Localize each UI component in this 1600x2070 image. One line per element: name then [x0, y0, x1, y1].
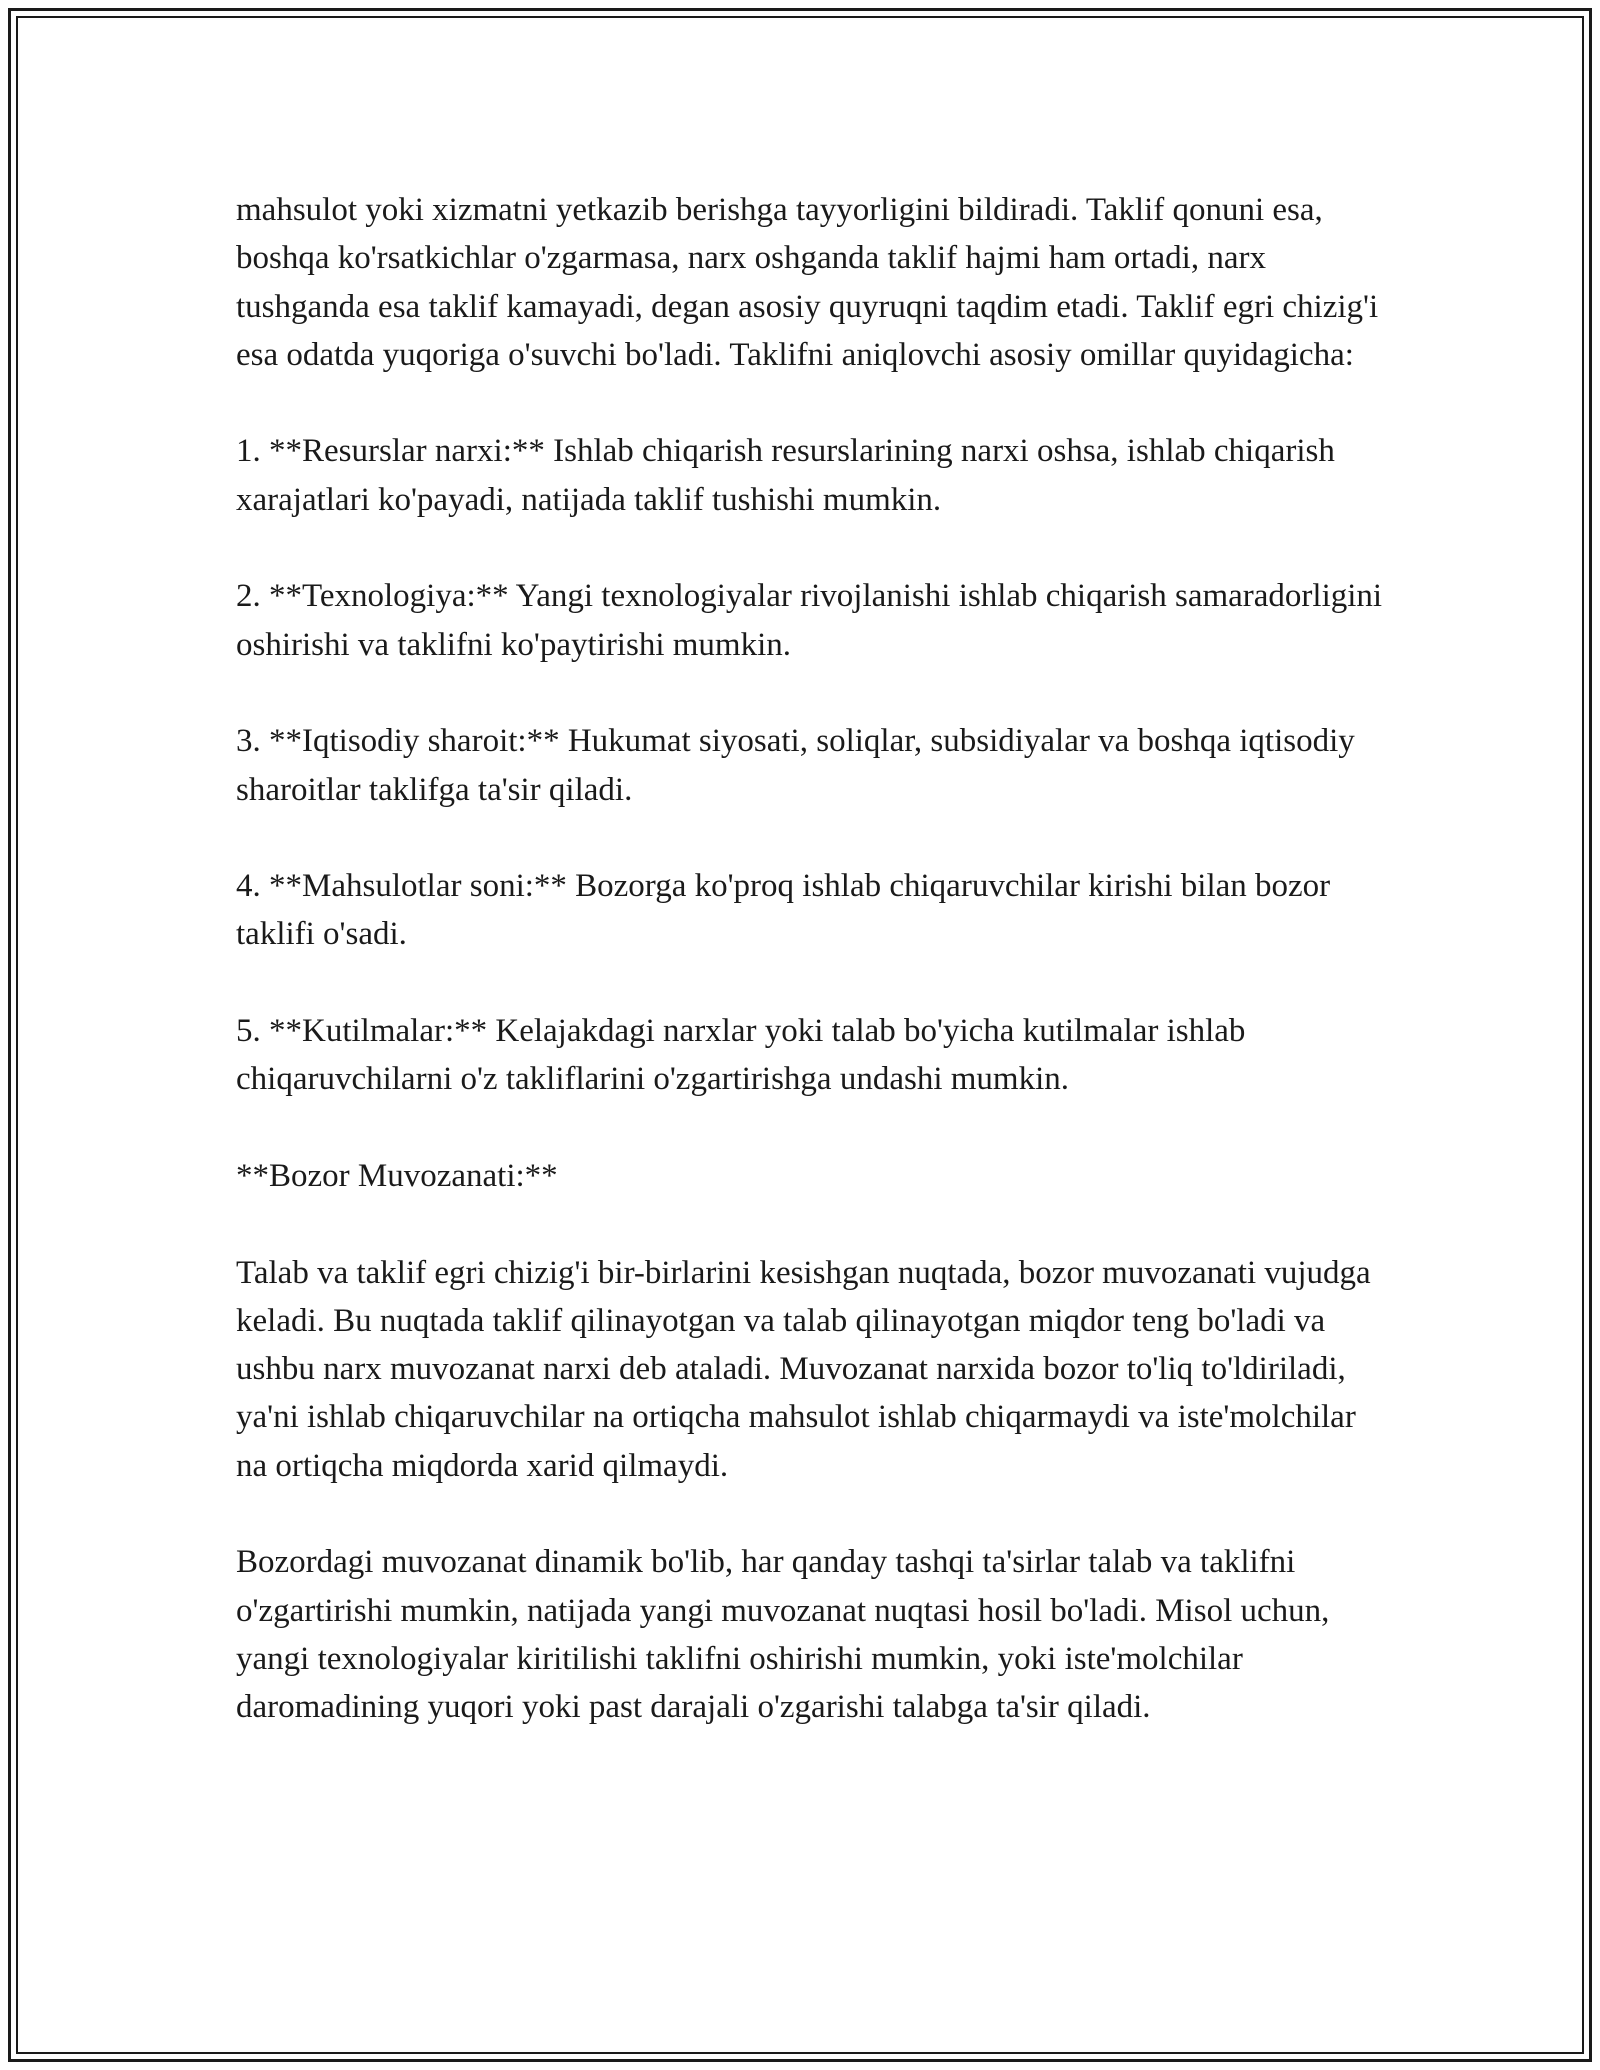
- section-heading-market-equilibrium: **Bozor Muvozanati:**: [236, 1157, 558, 1194]
- list-item-number-of-sellers: 4. **Mahsulotlar soni:** Bozorga ko'proq ishlab chiqaruvchilar kirishi bilan bozor taklifi o'sadi.: [236, 868, 1331, 953]
- list-item-economic-conditions: 3. **Iqtisodiy sharoit:** Hukumat siyosati, soliqlar, subsidiyalar va boshqa iqtisodiy sharoitlar taklifga ta'sir qiladi.: [236, 723, 1355, 808]
- list-item-resource-prices: 1. **Resurslar narxi:** Ishlab chiqarish resurslarining narxi oshsa, ishlab chiqarish xarajatlari ko'payadi, natijada taklif tushishi mumkin.: [236, 433, 1335, 518]
- paragraph-equilibrium-definition: Talab va taklif egri chizig'i bir-birlarini kesishgan nuqtada, bozor muvozanati vujudga keladi. Bu nuqtada taklif qilinayotgan va talab qilinayotgan miqdor teng bo'ladi va ushbu narx muvozanat narxi deb ataladi. Muvozanat narxida bozor to'liq to'ldiriladi, ya'ni ishlab chiqaruvchilar na ortiqcha mahsulot ishlab chiqarmaydi va iste'molchilar na ortiqcha miqdorda xarid qilmaydi.: [236, 1254, 1371, 1484]
- paragraph-supply-intro: mahsulot yoki xizmatni yetkazib berishga tayyorligini bildiradi. Taklif qonuni esa, boshqa ko'rsatkichlar o'zgarmasa, narx oshganda taklif hajmi ham ortadi, narx tushganda esa taklif kamayadi, degan asosiy quyruqni taqdim etadi. Taklif egri chizig'i esa odatda yuqoriga o'suvchi bo'ladi. Taklifni aniqlovchi asosiy omillar quyidagicha:: [236, 192, 1379, 373]
- paragraph-equilibrium-dynamics: Bozordagi muvozanat dinamik bo'lib, har qanday tashqi ta'sirlar talab va taklifni o'zgartirishi mumkin, natijada yangi muvozanat nuqtasi hosil bo'ladi. Misol uchun, yangi texnologiyalar kiritilishi taklifni oshirishi mumkin, yoki iste'molchilar daromadining yuqori yoki past darajali o'zgarishi talabga ta'sir qiladi.: [236, 1544, 1330, 1726]
- list-item-technology: 2. **Texnologiya:** Yangi texnologiyalar rivojlanishi ishlab chiqarish samaradorligini oshirishi va taklifni ko'paytirishi mumkin.: [236, 578, 1383, 663]
- list-item-expectations: 5. **Kutilmalar:** Kelajakdagi narxlar yoki talab bo'yicha kutilmalar ishlab chiqaruvchilarni o'z takliflarini o'zgartirishga undashi mumkin.: [236, 1013, 1246, 1098]
- document-body: [236, 186, 1386, 1732]
